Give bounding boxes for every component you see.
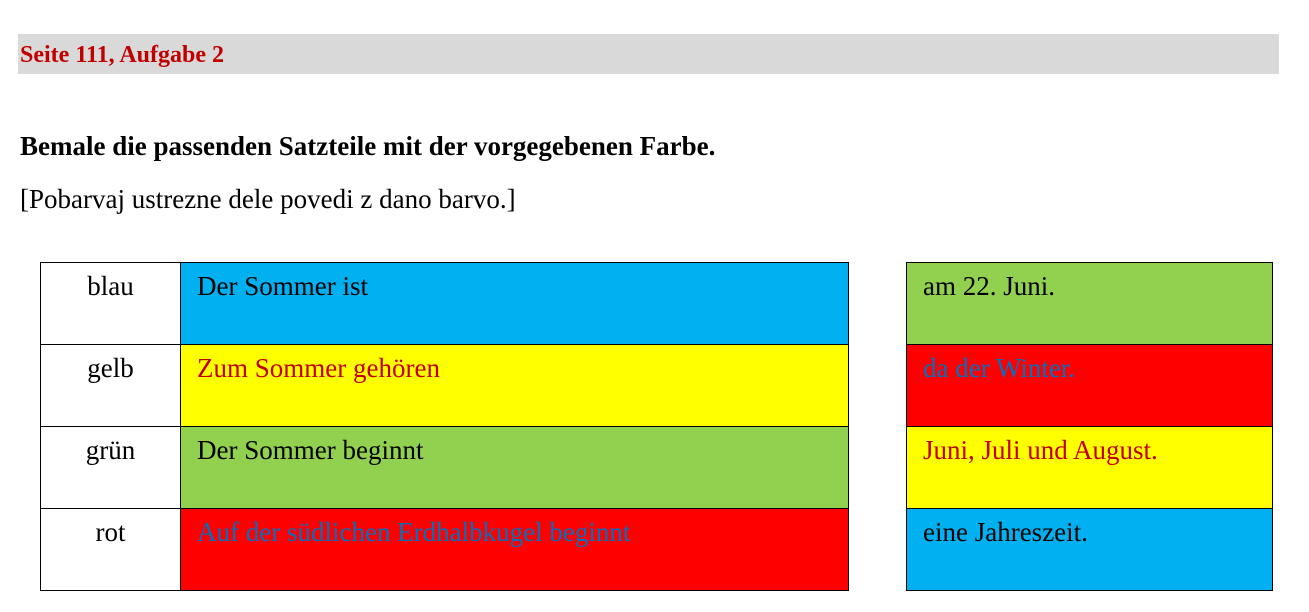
instruction-text: Bemale die passenden Satzteile mit der vorgegebenen Farbe. — [20, 131, 716, 161]
sentence-start-cell[interactable]: Zum Sommer gehören — [181, 345, 849, 427]
table-row — [41, 263, 849, 345]
sentence-end-table — [906, 262, 1273, 591]
sentence-end-cell[interactable]: Juni, Juli und August. — [907, 427, 1273, 509]
color-word-cell: grün — [41, 427, 181, 509]
sentence-start-table — [40, 262, 849, 591]
page-title: Seite 111, Aufgabe 2 — [20, 42, 225, 68]
sentence-start-cell[interactable]: Der Sommer beginnt — [181, 427, 849, 509]
sentence-end-cell[interactable]: eine Jahreszeit. — [907, 509, 1273, 591]
table-row — [41, 509, 849, 591]
table-row — [907, 345, 1273, 427]
color-word-cell: blau — [41, 263, 181, 345]
table-row — [907, 509, 1273, 591]
sentence-start-cell[interactable]: Der Sommer ist — [181, 263, 849, 345]
color-word-cell: gelb — [41, 345, 181, 427]
sentence-end-cell[interactable]: da der Winter. — [907, 345, 1273, 427]
table-row — [907, 427, 1273, 509]
table-row — [41, 345, 849, 427]
sentence-start-cell[interactable]: Auf der südlichen Erdhalbkugel beginnt — [181, 509, 849, 591]
sentence-end-cell[interactable]: am 22. Juni. — [907, 263, 1273, 345]
table-row — [907, 263, 1273, 345]
translation-text: [Pobarvaj ustrezne dele povedi z dano barvo.] — [20, 184, 516, 214]
table-row — [41, 427, 849, 509]
color-word-cell: rot — [41, 509, 181, 591]
header-bar — [18, 34, 1279, 74]
